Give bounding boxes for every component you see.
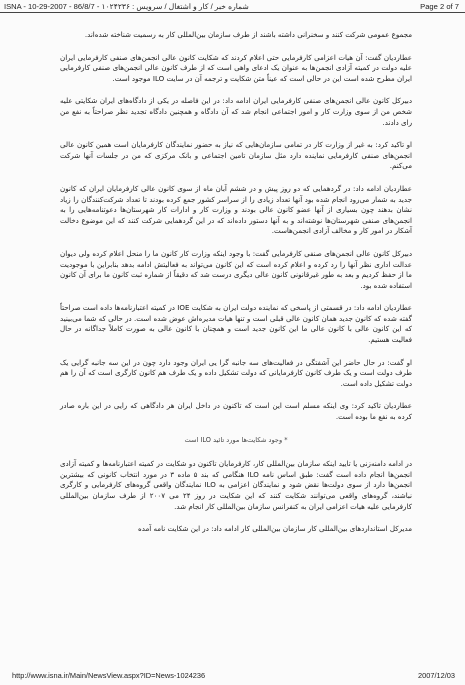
paragraph-1: مجموع عمومی شرکت کنند و سخنرانی داشته باشند از طرف سازمان بین‌المللی کار به رسمیت شناخته شده‌اند. xyxy=(84,30,412,39)
paragraph-7: عطاردیان ادامه داد: در قسمتی از پاسخی که نماینده دولت ایران به شکایت IOE در کمیته اعتبارنامه‌ها داده است صراحتاً گفته شده که کانون جدید همان کانون عالی قبلی است و تنها هیات مدیره‌اش عوض شده است. در حالی که شما می‌بینید که این کانون عالی با کانون عالی ما این کانون جدید است و همچنان با کانون عالی به صورت کاملاً جداگانه در حال فعالیت هستیم. xyxy=(60,303,412,345)
paragraph-8: او گفت: در حال حاضر این آشفتگی در فعالیت‌های سه جانبه گرا یی ایران وجود دارد چون در این سه جانبه گرایی یک طرف دولت است و یک طرف کانون کارفرمایانی که دولت تشکیل داده و یک طرف هم کانون کارگری است که آن را هم دولت تشکیل داده است. xyxy=(60,357,412,388)
header-source: ISNA - 10-29-2007 - 86/8/7 - ۱۰۲۴۲۳۶ : شماره خبر / کار و اشتغال / سرویس xyxy=(4,2,249,11)
header-page-number: Page 2 of 7 xyxy=(420,2,459,11)
paragraph-2: عطاردیان گفت: آن هیات اعزامی کارفرمایی حتی اعلام کردند که شکایت کانون عالی انجمن‌های صنفی کارفرمایی ایران علیه دولت در کمیته آزادی انجمن‌ها به عنوان یک ادعای واهی است که از طرف کانون عالی انجمن‌های صنفی کارفرمایی ایران مطرح شده است این در حالی است که عیناً متن شکایت و ترجمه آن در سایت ILO موجود است. xyxy=(60,52,412,83)
paragraph-5: عطاردیان ادامه داد: در گردهمایی که دو روز پیش و در ششم آبان ماه از سوی کانون عالی کارفرمایان ایران که کانون جدید به شمار می‌رود انجام شده بود آنها تعداد زیادی را از سراسر کشور جمع کرده بودند تا تعداد شرکت‌کنندگان را زیاد نشان بدهند چون بسیاری از آنها عضو کانون عالی بودند و وزارت کار و ادارات کار شهرستان‌ها دعوتنامه‌هایی را به انجمن‌های صنفی شهرستان‌ها نوشته‌اند و به آنها دستور داده‌اند که در این گردهمایی شرکت کنند که این موضوع دخالت آشکار در امور کار و مخالف آزادی انجمن‌هاست. xyxy=(60,183,412,236)
paragraph-4: او تاکید کرد: به غیر از وزارت کار در تمامی سازمان‌هایی که نیاز به حضور نمایندگان کارفرمایان است همین کانون عالی انجمن‌های صنفی کارفرمایی نماینده دارد مثل سازمان تامین اجتماعی و بانک مرکزی که من در جلسات آنها شرکت می‌کنم. xyxy=(60,140,412,171)
paragraph-6: دبیرکل کانون عالی انجمن‌های صنفی کارفرمایی گفت: با وجود اینکه وزارت کار کانون ما را منحل اعلام کرده ولی دیوان عدالت اداری نظر آنها را رد کرده و اعلام کرده است که این کانون می‌تواند به فعالیتش ادامه بدهد بنابراین با موجودیت ما از حفظ کردیم و بعد به طور غیرقانونی کانون عالی دیگری درست شد که دقیقاً از شماره ثبت کانون ما برای آن کانون استفاده شده بود. xyxy=(60,248,412,290)
header-rule xyxy=(0,12,465,13)
paragraph-9: عطاردیان تاکید کرد: وی اینکه مسلم است این است که تاکنون در داخل ایران هر دادگاهی که رایی در این باره صادر کرده به نفع ما بوده است. xyxy=(60,401,412,422)
paragraph-11: مدیرکل استانداردهای بین‌المللی کار سازمان بین‌المللی کار ادامه داد: در این شکایت نامه آمده xyxy=(138,524,412,534)
paragraph-10: در ادامه دامنه‌زنی یا تایید اینکه سازمان بین‌المللی کار، کارفرمایان تاکنون دو شکایت در کمیته اعتبارنامه‌ها و کمیته آزادی انجمن‌ها انجام داده است گفت: طبق اساس نامه ILO هنگامی که بند ۵ ماده ۳ در مورد انتخاب کانونی که بیشترین انجمن‌ها دارد از سوی دولت‌ها نقض شود و نمایندگان اعزامی به ILO نمایندگان واقعی گروه‌های کارفرمایی و کارگری نباشند، گروه‌های واقعی می‌توانند شکایت کنند که این شکایت در روز ۲۴ می ۲۰۰۷ از طرف سازمان بین‌المللی کارفرمایی علیه هیات اعزامی ایران به کنفرانس سازمان بین‌المللی کار انجام شد. xyxy=(60,459,413,511)
article-body xyxy=(60,30,412,535)
page-footer xyxy=(12,671,455,681)
section-subheading: * وجود شکایت‌ها مورد تائید ILO است xyxy=(184,435,288,444)
footer-date: 2007/12/03 xyxy=(418,671,455,680)
footer-url: http://www.isna.ir/Main/NewsView.aspx?ID=News-1024236 xyxy=(12,671,206,680)
paragraph-3: دبیرکل کانون عالی انجمن‌های صنفی کارفرمایی ایران ادامه داد: در این فاصله در یکی از دادگاه‌های ایران شکایتی علیه شخص من از سوی وزارت کار و امور اجتماعی انجام شد که آن دادگاه و همچنین دادگاه تجدید نظر صراحتاً به نفع من رای دادند. xyxy=(60,96,412,127)
